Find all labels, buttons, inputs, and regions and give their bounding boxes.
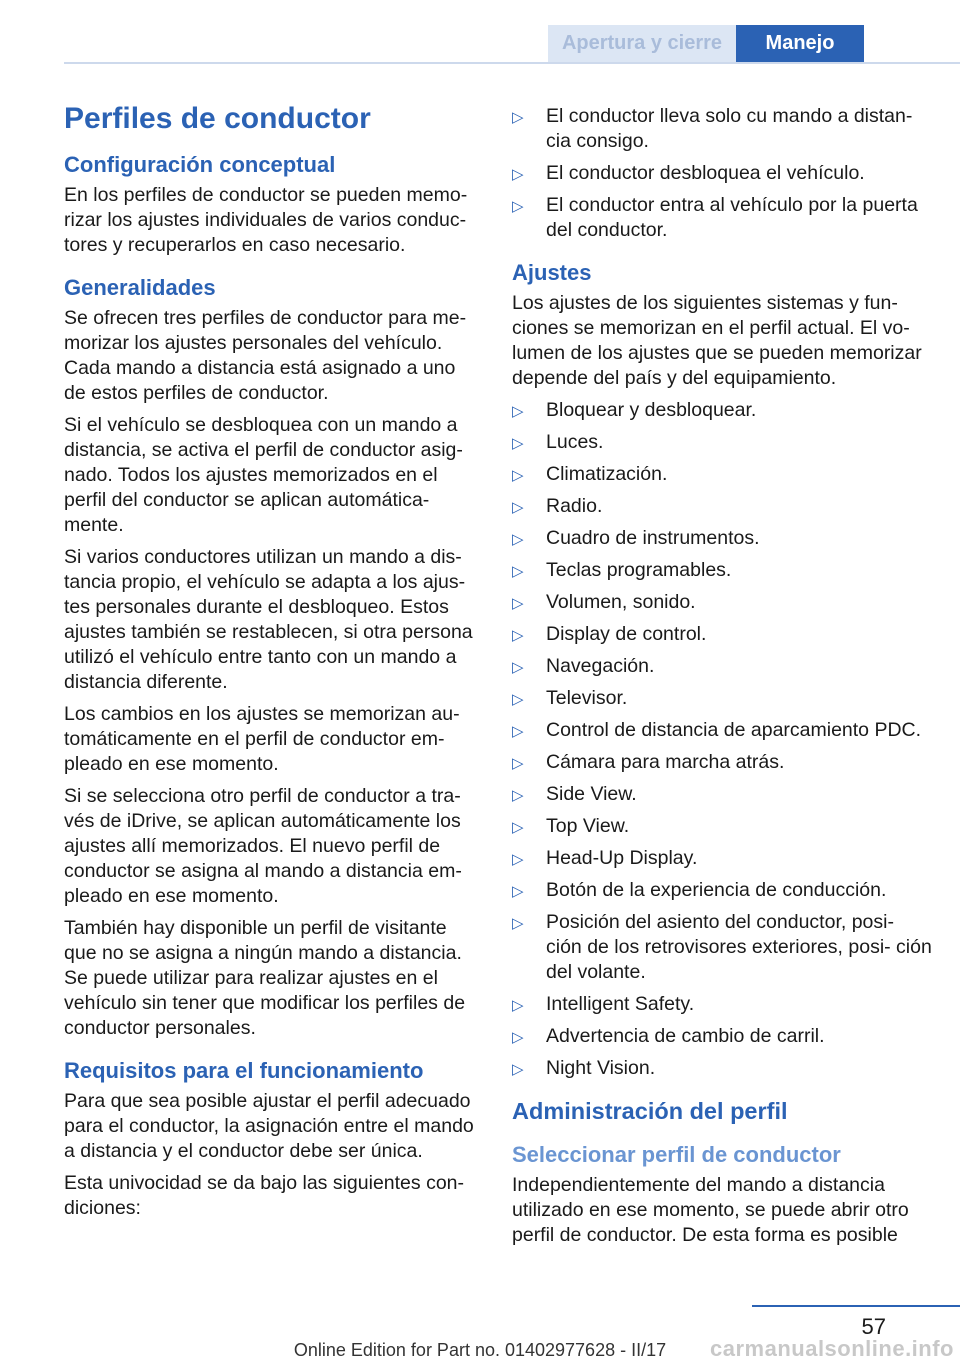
heading-configuracion: Configuración conceptual xyxy=(64,152,336,177)
paragraph: También hay disponible un perfil de visitante que no se asigna a ningún mando a distancia. Se puede utilizar para realizar ajustes en el vehículo sin tener que modificar los perfiles de conductor personales. xyxy=(64,917,466,1039)
left-column xyxy=(64,100,482,1228)
list-item: ▷ Televisor. xyxy=(512,686,932,711)
triangle-bullet-icon: ▷ xyxy=(512,627,524,644)
triangle-bullet-icon: ▷ xyxy=(512,883,524,900)
list-item: ▷ El conductor desbloquea el vehículo. xyxy=(512,161,932,186)
triangle-bullet-icon: ▷ xyxy=(512,198,524,215)
page-title: Perfiles de conductor xyxy=(64,102,371,135)
triangle-bullet-icon: ▷ xyxy=(512,819,524,836)
list-item: ▷ Cuadro de instrumentos. xyxy=(512,526,932,551)
triangle-bullet-icon: ▷ xyxy=(512,915,524,932)
paragraph: Los cambios en los ajustes se memorizan au‐ tomáticamente en el perfil de conductor em‐ pleado en ese momento. xyxy=(64,703,460,775)
heading-ajustes: Ajustes xyxy=(512,260,592,285)
triangle-bullet-icon: ▷ xyxy=(512,531,524,548)
heading-administracion: Administración del perfil xyxy=(512,1098,788,1124)
list-item: ▷ Control de distancia de aparcamiento PDC. xyxy=(512,718,932,743)
settings-list xyxy=(512,398,932,1081)
triangle-bullet-icon: ▷ xyxy=(512,755,524,772)
list-item: ▷ Side View. xyxy=(512,782,932,807)
triangle-bullet-icon: ▷ xyxy=(512,1029,524,1046)
list-item: ▷ Head-Up Display. xyxy=(512,846,932,871)
paragraph: En los perfiles de conductor se pueden memo‐ rizar los ajustes individuales de varios conduc‐ tores y recuperarlos en caso necesario. xyxy=(64,184,468,256)
heading-requisitos: Requisitos para el funcionamiento xyxy=(64,1058,424,1083)
triangle-bullet-icon: ▷ xyxy=(512,166,524,183)
watermark: carmanualsonline.info xyxy=(710,1336,954,1361)
header-rule xyxy=(64,62,960,64)
triangle-bullet-icon: ▷ xyxy=(512,467,524,484)
list-item: ▷ Radio. xyxy=(512,494,932,519)
right-column xyxy=(512,104,932,1255)
paragraph: Para que sea posible ajustar el perfil adecuado para el conductor, la asignación entre el mando a distancia y el conductor debe ser única. xyxy=(64,1090,474,1162)
list-item: ▷ Botón de la experiencia de conducción. xyxy=(512,878,932,903)
list-item: ▷ Climatización. xyxy=(512,462,932,487)
paragraph: Se ofrecen tres perfiles de conductor para me‐ morizar los ajustes personales del vehículo. Cada mando a distancia está asignado a uno de estos perfiles de conductor. xyxy=(64,307,467,404)
tab-section[interactable]: Apertura y cierre xyxy=(548,25,736,62)
list-item: ▷ El conductor lleva solo cu mando a distan‐ cia consigo. xyxy=(512,105,913,152)
list-item: ▷ Teclas programables. xyxy=(512,558,932,583)
list-item: ▷ Display de control. xyxy=(512,622,932,647)
triangle-bullet-icon: ▷ xyxy=(512,787,524,804)
paragraph: Esta univocidad se da bajo las siguientes con‐ diciones: xyxy=(64,1172,464,1219)
list-item: ▷ Posición del asiento del conductor, posi‐ ción de los retrovisores exteriores, posi‐ ción del volante. xyxy=(512,911,932,983)
list-item: ▷ Luces. xyxy=(512,430,932,455)
list-item: ▷ Intelligent Safety. xyxy=(512,992,932,1017)
footer-edition: Online Edition for Part no. 01402977628 - II/17 xyxy=(293,1340,667,1360)
footer-rule xyxy=(752,1305,960,1307)
paragraph: Si el vehículo se desbloquea con un mando a distancia, se activa el perfil de conductor asig‐ nado. Todos los ajustes memorizados en el perfil del conductor se aplican automática‐ mente. xyxy=(64,414,463,536)
conditions-list xyxy=(512,104,932,243)
list-item: ▷ El conductor entra al vehículo por la puerta del conductor. xyxy=(512,194,918,241)
paragraph: Los ajustes de los siguientes sistemas y fun‐ ciones se memorizan en el perfil actual. El vo‐ lumen de los ajustes que se pueden memorizar depende del país y del equipamiento. xyxy=(512,292,922,389)
triangle-bullet-icon: ▷ xyxy=(512,659,524,676)
list-item: ▷ Navegación. xyxy=(512,654,932,679)
paragraph: Independientemente del mando a distancia utilizado en ese momento, se puede abrir otro perfil de conductor. De esta forma es posible xyxy=(512,1174,909,1246)
triangle-bullet-icon: ▷ xyxy=(512,1061,524,1078)
triangle-bullet-icon: ▷ xyxy=(512,997,524,1014)
triangle-bullet-icon: ▷ xyxy=(512,109,524,126)
triangle-bullet-icon: ▷ xyxy=(512,435,524,452)
list-item: ▷ Bloquear y desbloquear. xyxy=(512,398,932,423)
list-item: ▷ Cámara para marcha atrás. xyxy=(512,750,932,775)
list-item: ▷ Volumen, sonido. xyxy=(512,590,932,615)
tab-chapter[interactable]: Manejo xyxy=(736,25,864,62)
triangle-bullet-icon: ▷ xyxy=(512,691,524,708)
triangle-bullet-icon: ▷ xyxy=(512,403,524,420)
paragraph: Si varios conductores utilizan un mando a dis‐ tancia propio, el vehículo se adapta a los ajus‐ tes personales durante el desbloqueo. Estos ajustes también se restablecen, si otra persona utilizó el vehículo entre tanto con un mando a distancia diferente. xyxy=(64,546,473,693)
triangle-bullet-icon: ▷ xyxy=(512,723,524,740)
paragraph: Si se selecciona otro perfil de conductor a tra‐ vés de iDrive, se aplican automáticamente los ajustes allí memorizados. El nuevo perfil de conductor se asigna al mando a distancia em‐ pleado en ese momento. xyxy=(64,785,462,907)
triangle-bullet-icon: ▷ xyxy=(512,851,524,868)
triangle-bullet-icon: ▷ xyxy=(512,499,524,516)
triangle-bullet-icon: ▷ xyxy=(512,595,524,612)
list-item: ▷ Night Vision. xyxy=(512,1056,932,1081)
page-number: 57 xyxy=(861,1314,886,1339)
list-item: ▷ Advertencia de cambio de carril. xyxy=(512,1024,932,1049)
list-item: ▷ Top View. xyxy=(512,814,932,839)
heading-generalidades: Generalidades xyxy=(64,275,216,300)
triangle-bullet-icon: ▷ xyxy=(512,563,524,580)
heading-seleccionar: Seleccionar perfil de conductor xyxy=(512,1142,841,1167)
